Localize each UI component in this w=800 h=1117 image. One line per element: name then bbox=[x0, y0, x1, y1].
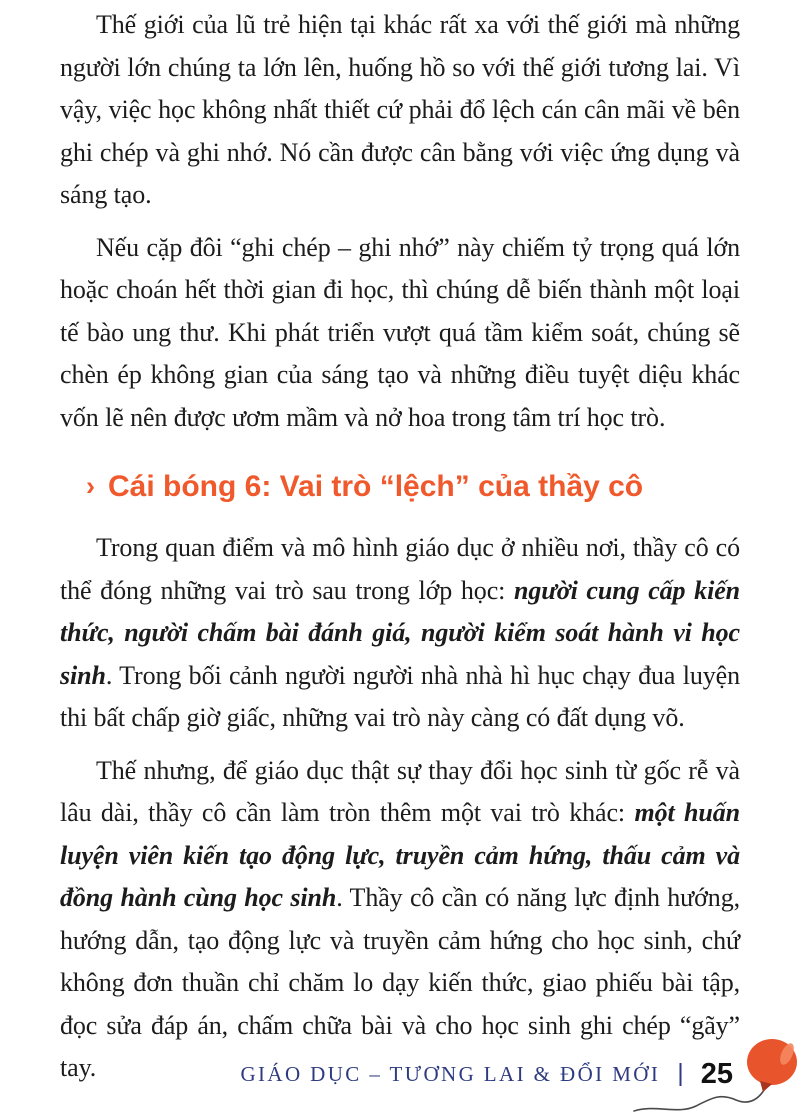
text-run: . Trong bối cảnh người người nhà nhà hì hục chạy đua luyện thi bất chấp giờ giấc, những vai trò này càng có đất dụng võ. bbox=[60, 660, 740, 732]
section-heading-text: Cái bóng 6: Vai trò “lệch” của thầy cô bbox=[108, 470, 644, 503]
body-paragraph bbox=[60, 527, 740, 740]
page-number: 25 bbox=[700, 1058, 733, 1090]
text-run: người cung cấp kiến thức, người chấm bài đánh giá, người kiểm soát hành vi học sinh bbox=[60, 575, 740, 690]
text-run: Thế giới của lũ trẻ hiện tại khác rất xa với thế giới mà những người lớn chúng ta lớn lên, huống hồ so với thế giới tương lai. Vì vậy, việc học không nhất thiết cứ phải đổ lệch cán cân mãi về bên ghi chép và ghi nhớ. Nó cần được cân bằng với việc ứng dụng và sáng tạo. bbox=[60, 10, 740, 209]
text-run: . Thầy cô cần có năng lực định hướng, hướng dẫn, tạo động lực và truyền cảm hứng cho học sinh, chứ không đơn thuần chỉ chăm lo dạy kiến thức, giao phiếu bài tập, đọc sửa đáp án, chấm chữa bài và cho học sinh ghi chép “gãy” tay. bbox=[60, 883, 740, 1082]
chevron-right-icon: › bbox=[86, 471, 95, 501]
section-heading bbox=[86, 469, 740, 505]
text-run: Trong quan điểm và mô hình giáo dục ở nhiều nơi, thầy cô có thể đóng những vai trò sau trong lớp học: bbox=[60, 533, 740, 605]
footer-divider: | bbox=[677, 1059, 684, 1087]
text-run: Thế nhưng, để giáo dục thật sự thay đổi học sinh từ gốc rễ và lâu dài, thầy cô cần làm tròn thêm một vai trò khác: bbox=[60, 755, 740, 827]
body-paragraph bbox=[60, 4, 740, 217]
text-run: Nếu cặp đôi “ghi chép – ghi nhớ” này chiếm tỷ trọng quá lớn hoặc choán hết thời gian đi học, thì chúng dễ biến thành một loại tế bào ung thư. Khi phát triển vượt quá tầm kiểm soát, chúng sẽ chèn ép không gian của sáng tạo và những điều tuyệt diệu khác vốn lẽ nên được ươm mầm và nở hoa trong tâm trí học trò. bbox=[60, 232, 740, 432]
text-column bbox=[60, 4, 740, 1100]
balloon-body bbox=[747, 1039, 797, 1085]
balloon-knot bbox=[760, 1081, 772, 1092]
body-paragraph bbox=[60, 227, 740, 440]
text-run: một huấn luyện viên kiến tạo động lực, truyền cảm hứng, thấu cảm và đồng hành cùng học sinh bbox=[60, 798, 740, 912]
running-title: GIÁO DỤC – TƯƠNG LAI & ĐỔI MỚI bbox=[240, 1062, 661, 1086]
balloon-highlight bbox=[777, 1041, 796, 1066]
page-footer bbox=[240, 1058, 733, 1091]
body-paragraph bbox=[60, 750, 740, 1090]
